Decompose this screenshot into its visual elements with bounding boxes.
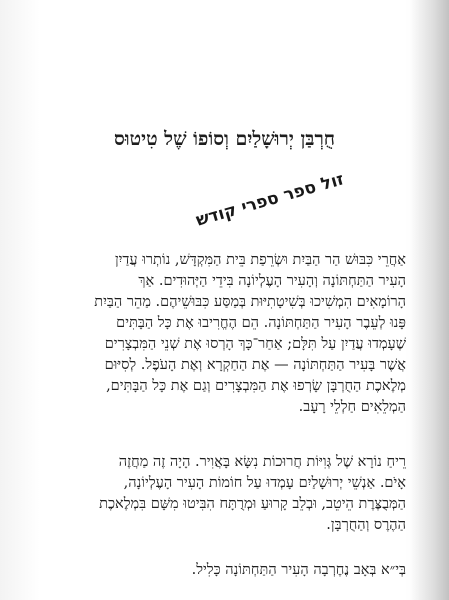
paragraph-1 — [44, 250, 406, 418]
text-line: בְּי״א בְּאָב נֶחֶרְבָה הָעִיר הַתַּחְתּוֹנָה כָּלִיל. — [191, 562, 406, 578]
text-line: הָרוֹמָאִים הִמְשִׁיכוּ בְּשִׁיטָתִיּוּת בְּמַסַּע כִּבּוּשֵׁיהֶם. מַהֵר הַבַּיִת — [94, 294, 406, 310]
chapter-title: חֻרְבַּן יְרוּשָׁלַיִם וְסוֹפוֹ שֶׁל טִיטוּס — [113, 128, 336, 150]
text-line: אָיֹם. אַנְשֵׁי יְרוּשָׁלַיִם עָמְדוּ עַל חוֹמוֹת הָעִיר הָעֶלְיוֹנָה, — [123, 475, 406, 491]
text-line: הַמְּבֻצֶּרֶת הֵיטֵב, וּבְלֵב קָרוּעַ וּמְרֻתָּח הִבִּיטוּ מִשָּׁם בִּמְלֶאכֶת — [99, 496, 406, 512]
text-line: הָעִיר הַתַּחְתּוֹנָה וְהָעִיר הָעֶלְיוֹנָה בִּידֵי הַיְּהוּדִים. אַךְ — [138, 273, 406, 289]
text-line: הַמְלֵאִים חַלְלֵי רָעָב. — [298, 399, 406, 415]
text-line: פָּנוּ לְעֵבֶר הָעִיר הַתַּחְתּוֹנָה. הֵם הֶחֱרִיבוּ אֶת כָּל הַבָּתִּים — [116, 315, 406, 331]
paragraph-2 — [44, 452, 406, 536]
seller-stamp: זול ספר ספרי קודש — [193, 169, 347, 231]
text-line: אֲשֶׁר בָּעִיר הַתַּחְתּוֹנָה — אֶת הַחַקְרָא וְאֶת הָעֹפֶל. לְסִיּוּם — [104, 357, 406, 373]
text-line: מְלֶאכֶת הַחֻרְבָּן שָׂרְפוּ אֶת הַמִּבְצָרִים וְגַם אֶת כָּל הַבָּתִּים, — [106, 378, 406, 394]
text-line: רֵיחַ נוֹרָא שֶׁל גְּוִיּוֹת חֲרוּכוֹת נִשָּׂא בָּאֲוִיר. הָיָה זֶה מַחֲזֶה — [118, 454, 406, 470]
text-line: הַהֶרֶס וְהַחֻרְבָּן. — [326, 517, 406, 533]
page-spine-shadow — [410, 0, 449, 600]
text-line: שֶׁעָמְדוּ עֲדַיִן עַל תִּלָּם; אַחַר־כָּךְ הָרְסוּ אֶת שְׁנֵי הַמִּבְצָרִים — [104, 336, 406, 352]
paragraph-3 — [44, 560, 406, 581]
text-line: אַחֲרֵי כִּבּוּשׁ הַר הַבַּיִת וּשְׂרֵפַת בֵּית הַמִּקְדָּשׁ, נוֹתְרוּ עֲדַיִן — [114, 252, 406, 268]
